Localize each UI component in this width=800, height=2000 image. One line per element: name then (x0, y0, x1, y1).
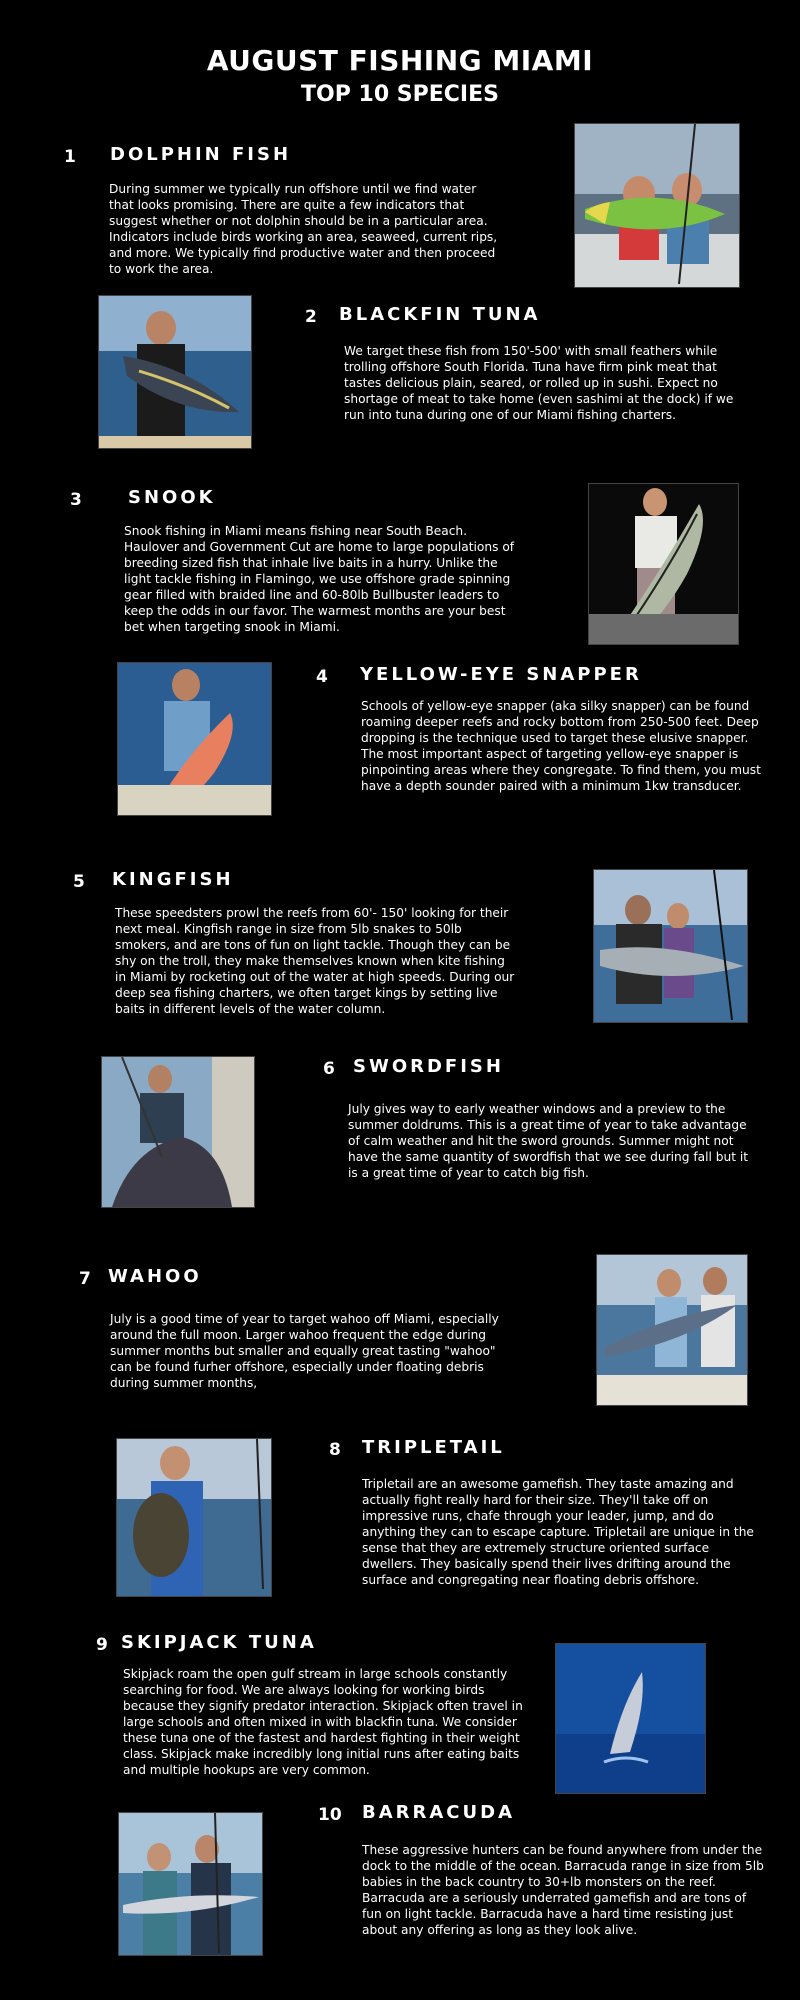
species-description: We target these fish from 150'-500' with small feathers while trolling offshore South Florida. Tuna have firm pink meat that tastes delicious plain, seared, or rolled up in sushi. Expect no shortage of meat to take home (even sashimi at the dock) if we run into tuna during one of our Miami fishing charters. (344, 344, 734, 422)
anglers-holding-barracuda-photo (118, 1812, 263, 1956)
angler-holding-tripletail-photo (116, 1438, 272, 1597)
angler-holding-snapper-photo (117, 662, 272, 816)
species-name: YELLOW-EYE SNAPPER (360, 664, 642, 685)
skipjack-tuna-jumping-from-water-photo (555, 1643, 706, 1794)
species-description: These speedsters prowl the reefs from 60'- 150' looking for their next meal. Kingfish range in size from 5lb snakes to 50lb smokers, and are tons of fun on light tackle. Though they can be shy on the troll, they make themselves known when kite fishing in Miami by rocketing out of the water at high speeds. During our deep sea fishing charters, we often target kings by setting live baits in different levels of the water column. (115, 906, 515, 1016)
species-name: WAHOO (108, 1266, 202, 1287)
species-description: Snook fishing in Miami means fishing near South Beach. Haulover and Government Cut are home to large populations of breeding sized fish that inhale live baits in a hurry. Unlike the light tackle fishing in Flamingo, we use offshore grade spinning gear filled with braided line and 60-80lb Bullbuster leaders to keep the odds in our favor. The warmest months are your best bet when targeting snook in Miami. (124, 524, 515, 634)
species-name: SNOOK (128, 487, 216, 508)
species-number: 4 (316, 667, 328, 687)
species-name: BLACKFIN TUNA (339, 304, 541, 325)
species-description: During summer we typically run offshore until we find water that looks promising. There are quite a few indicators that suggest whether or not dolphin should be in a particular area. Indicators include birds working an area, seaweed, current rips, and more. We typically find productive water and then proceed to work the area. (109, 182, 498, 276)
anglers-holding-mahi-mahi-photo (574, 123, 740, 288)
swordfish-on-boat-deck-photo (101, 1056, 255, 1208)
species-description: These aggressive hunters can be found anywhere from under the dock to the middle of the ocean. Barracuda range in size from 5lb babies in the back country to 30+lb monsters on the reef. Barracuda are a seriously underrated gamefish and are tons of fun on light tackle. Barracuda have a hard time resisting just about any offering as long as they look alive. (362, 1843, 764, 1937)
species-name: SWORDFISH (353, 1056, 504, 1077)
species-description: July gives way to early weather windows and a preview to the summer doldrums. This is a great time of year to take advantage of calm weather and hit the sword grounds. Summer might not have the same quantity of swordfish that we see during fall but it is a great time of year to catch big fish. (348, 1102, 749, 1180)
species-number: 9 (96, 1635, 108, 1655)
species-description: Schools of yellow-eye snapper (aka silky snapper) can be found roaming deeper reefs and rocky bottom from 250-500 feet. Deep dropping is the technique used to target these elusive snapper. The most important aspect of targeting yellow-eye snapper is pinpointing areas where they congregate. To find them, you must have a depth sounder paired with a minimum 1kw transducer. (361, 699, 761, 793)
species-name: DOLPHIN FISH (110, 144, 292, 165)
species-number: 6 (323, 1059, 335, 1079)
species-number: 7 (79, 1269, 91, 1289)
page-title: AUGUST FISHING MIAMI (206, 44, 594, 77)
species-name: KINGFISH (112, 869, 234, 890)
species-number: 5 (73, 872, 85, 892)
angler-holding-blackfin-tuna-photo (98, 295, 252, 449)
anglers-holding-wahoo-photo (596, 1254, 748, 1406)
species-number: 2 (305, 307, 317, 327)
page-subtitle: TOP 10 SPECIES (301, 82, 499, 107)
anglers-holding-kingfish-photo (593, 869, 748, 1023)
species-name: TRIPLETAIL (362, 1437, 505, 1458)
species-number: 8 (329, 1440, 341, 1460)
angler-holding-snook-at-night-photo (588, 483, 739, 645)
species-description: Skipjack roam the open gulf stream in large schools constantly searching for food. We are always looking for working birds because they signify predator interaction. Skipjack often travel in large schools and often mixed in with blackfin tuna. We consider these tuna one of the fastest and hardest fighting in their weight class. Skipjack make incredibly long initial runs after eating baits and multiple hookups are very common. (123, 1667, 523, 1777)
species-number: 10 (318, 1805, 342, 1825)
species-name: SKIPJACK TUNA (121, 1632, 317, 1653)
species-name: BARRACUDA (362, 1802, 515, 1823)
species-number: 1 (64, 147, 76, 167)
species-number: 3 (70, 490, 82, 510)
species-description: Tripletail are an awesome gamefish. They taste amazing and actually fight really hard for their size. They'll take off on impressive runs, chafe through your leader, jump, and do anything they can to escape capture. Tripletail are unique in the sense that they are extremely structure oriented surface dwellers. They basically spend their lives drifting around the surface and congregating near floating debris offshore. (362, 1477, 754, 1587)
species-description: July is a good time of year to target wahoo off Miami, especially around the full moon. Larger wahoo frequent the edge during summer months but smaller and equally great tasting "wahoo" can be found furher offshore, especially under floating debris during summer months, (110, 1312, 499, 1390)
